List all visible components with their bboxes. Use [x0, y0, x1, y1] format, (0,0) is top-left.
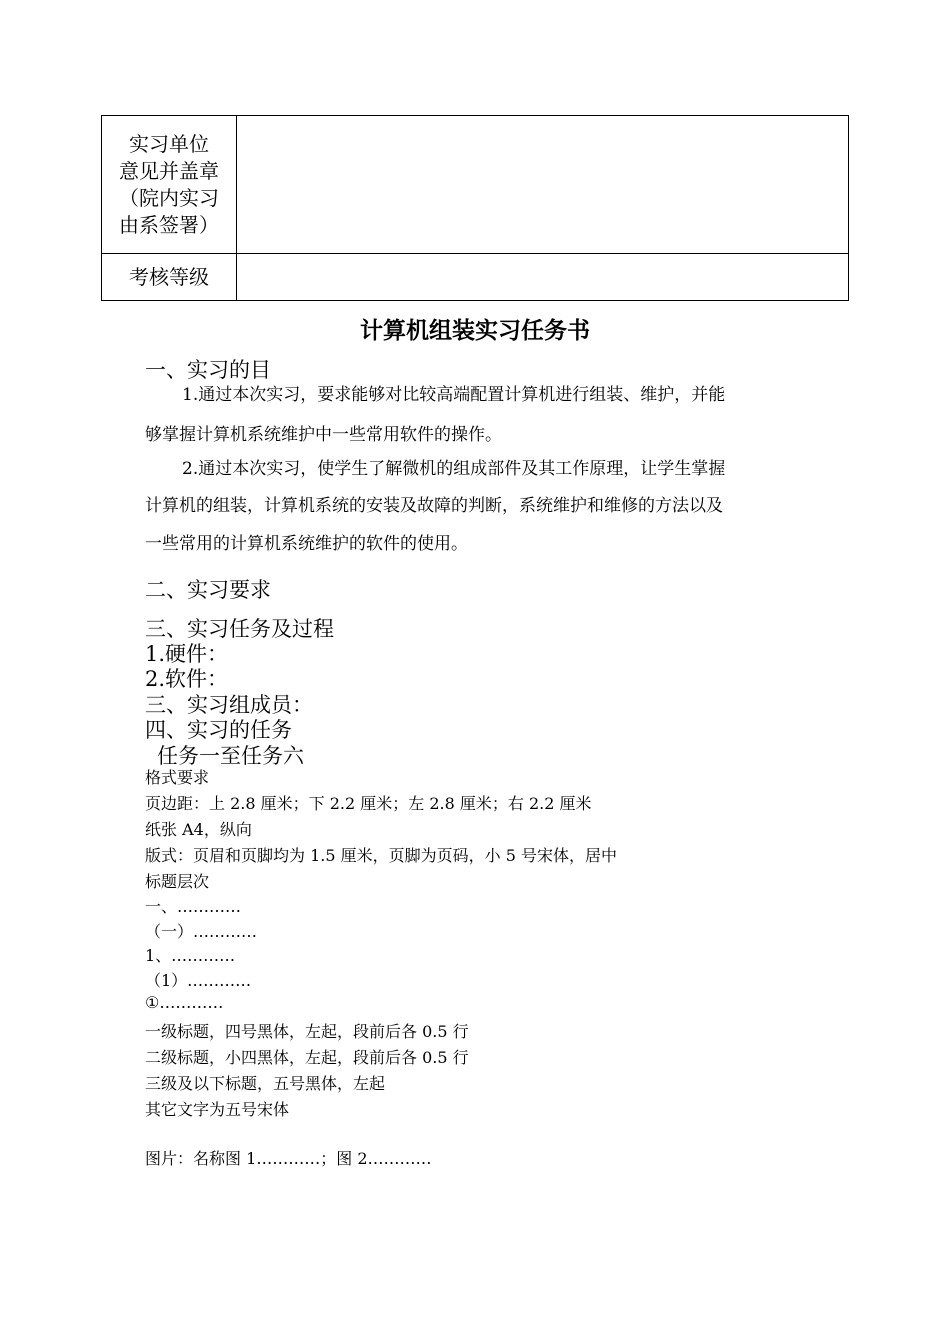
approval-table [101, 115, 849, 301]
format-layout: 版式：页眉和页脚均为 1.5 厘米，页脚为页码，小 5 号宋体，居中 [145, 846, 617, 865]
approval-row [102, 116, 849, 254]
label-line: 实习单位 [129, 131, 209, 156]
section-3-heading: 三、实习任务及过程 [145, 617, 334, 641]
level-2-example: （一）………… [145, 922, 258, 941]
label-line: 意见并盖章 [119, 158, 219, 183]
grade-label: 考核等级 [102, 254, 237, 301]
format-margins: 页边距：上 2.8 厘米；下 2.2 厘米；左 2.8 厘米；右 2.2 厘米 [145, 794, 592, 813]
level-5-example: ①………… [145, 993, 224, 1012]
para1-line: 够掌握计算机系统维护中一些常用软件的操作。 [145, 425, 502, 445]
hardware-item: 1.硬件： [145, 642, 229, 666]
document-title: 计算机组装实习任务书 [360, 317, 590, 344]
level-4-example: （1）………… [145, 971, 252, 990]
level-3-example: 1、………… [145, 946, 236, 965]
para1-line: 1.通过本次实习，要求能够对比较高端配置计算机进行组装、维护，并能 [182, 385, 726, 405]
software-item: 2.软件： [145, 667, 229, 691]
label-line: 由系签署） [119, 212, 219, 237]
grade-cell[interactable] [237, 254, 849, 301]
unit-opinion-cell[interactable] [237, 116, 849, 254]
level-1-example: 一、………… [145, 897, 242, 916]
label-line: （院内实习 [119, 185, 219, 210]
rule-line: 三级及以下标题，五号黑体，左起 [145, 1074, 386, 1093]
rule-line: 二级标题，小四黑体，左起，段前后各 0.5 行 [145, 1048, 469, 1067]
section-4-heading: 四、实习的任务 [145, 718, 292, 742]
para2-line: 2.通过本次实习，使学生了解微机的组成部件及其工作原理，让学生掌握 [182, 459, 726, 479]
rule-line: 其它文字为五号宋体 [145, 1100, 290, 1119]
images-rule: 图片：名称图 1…………；图 2………… [145, 1149, 432, 1168]
tasks-line: 任务一至任务六 [157, 744, 304, 768]
members-heading: 三、实习组成员： [145, 693, 313, 717]
section-1-heading: 一、实习的目 [145, 358, 271, 382]
unit-opinion-label [102, 116, 237, 254]
section-2-heading: 二、实习要求 [145, 578, 271, 602]
format-heading: 格式要求 [145, 768, 210, 787]
grade-row [102, 254, 849, 301]
rule-line: 一级标题，四号黑体，左起，段前后各 0.5 行 [145, 1022, 469, 1041]
para2-line: 计算机的组装，计算机系统的安装及故障的判断，系统维护和维修的方法以及 [145, 496, 723, 516]
para2-line: 一些常用的计算机系统维护的软件的使用。 [145, 534, 468, 554]
format-paper: 纸张 A4，纵向 [145, 820, 252, 839]
levels-heading: 标题层次 [145, 872, 210, 891]
